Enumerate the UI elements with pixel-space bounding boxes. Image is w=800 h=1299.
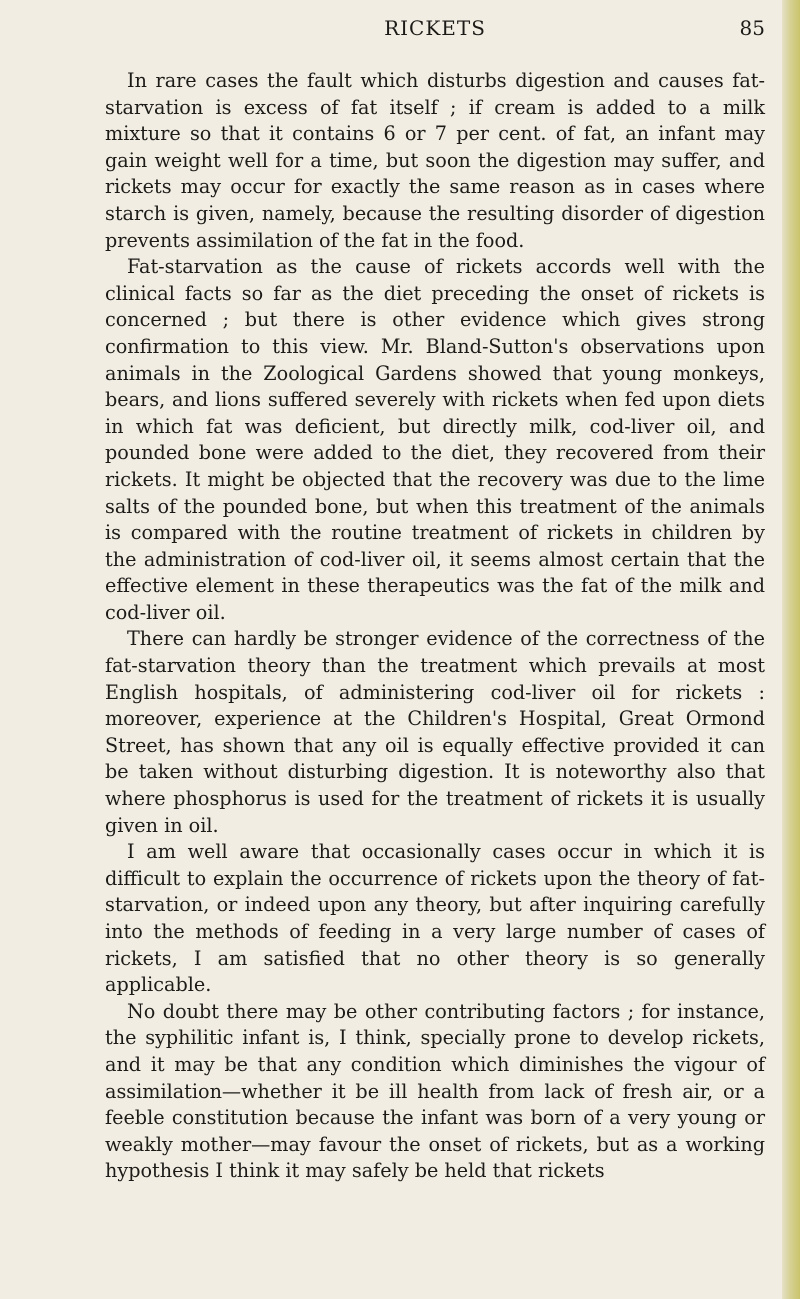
- paragraph-2: Fat-starvation as the cause of rickets accords well with the clinical facts so far as the diet preceding the onset of rickets is concerned ; but there is other evidence which gives strong confirmation to this view. Mr. Bland-Sutton's observations upon animals in the Zoological Gardens showed that young monkeys, bears, and lions suffered severely with rickets when fed upon diets in which fat was deficient, but directly milk, cod-liver oil, and pounded bone were added to the diet, they recovered from their rickets. It might be objected that the recovery was due to the lime salts of the pounded bone, but when this treatment of the animals is compared with the routine treatment of rickets in children by the administration of cod-liver oil, it seems almost certain that the effective element in these therapeutics was the fat of the milk and cod-liver oil.: [105, 255, 765, 624]
- paragraph-1: In rare cases the fault which disturbs digestion and causes fat-starvation is excess of fat itself ; if cream is added to a milk mixture so that it contains 6 or 7 per cent. of fat, an infant may gain weight well for a time, but soon the digestion may suffer, and rickets may occur for exactly the same reason as in cases where starch is given, namely, because the resulting disorder of digestion prevents assimilation of the fat in the food.: [105, 69, 765, 252]
- page-edge: [782, 0, 800, 1299]
- paragraph-3: There can hardly be stronger evidence of the correctness of the fat-starvation theory than the treatment which prevails at most English hospitals, of administering cod-liver oil for rickets : moreover, experience at the Children's Hospital, Great Ormond Street, has shown that any oil is equally effective provided it can be taken without disturbing digestion. It is noteworthy also that where phosphorus is used for the treatment of rickets it is usually given in oil.: [105, 627, 765, 837]
- body-text: [105, 68, 765, 1185]
- page-number: 85: [739, 16, 765, 40]
- running-head: [105, 16, 765, 46]
- paragraph-5: No doubt there may be other contributing factors ; for instance, the syphilitic infant is, I think, specially prone to develop rickets, and it may be that any condition which diminishes the vigour of assimilation—whether it be ill health from lack of fresh air, or a feeble constitution because the infant was born of a very young or weakly mother—may favour the onset of rickets, but as a working hypothesis I think it may safely be held that rickets: [105, 999, 765, 1183]
- paragraph-4: I am well aware that occasionally cases occur in which it is difficult to explain the occurrence of rickets upon the theory of fat-starvation, or indeed upon any theory, but after inquiring carefully into the methods of feeding in a very large number of cases of rickets, I am satisfied that no other theory is so generally applicable.: [105, 840, 765, 997]
- running-title: RICKETS: [384, 16, 486, 40]
